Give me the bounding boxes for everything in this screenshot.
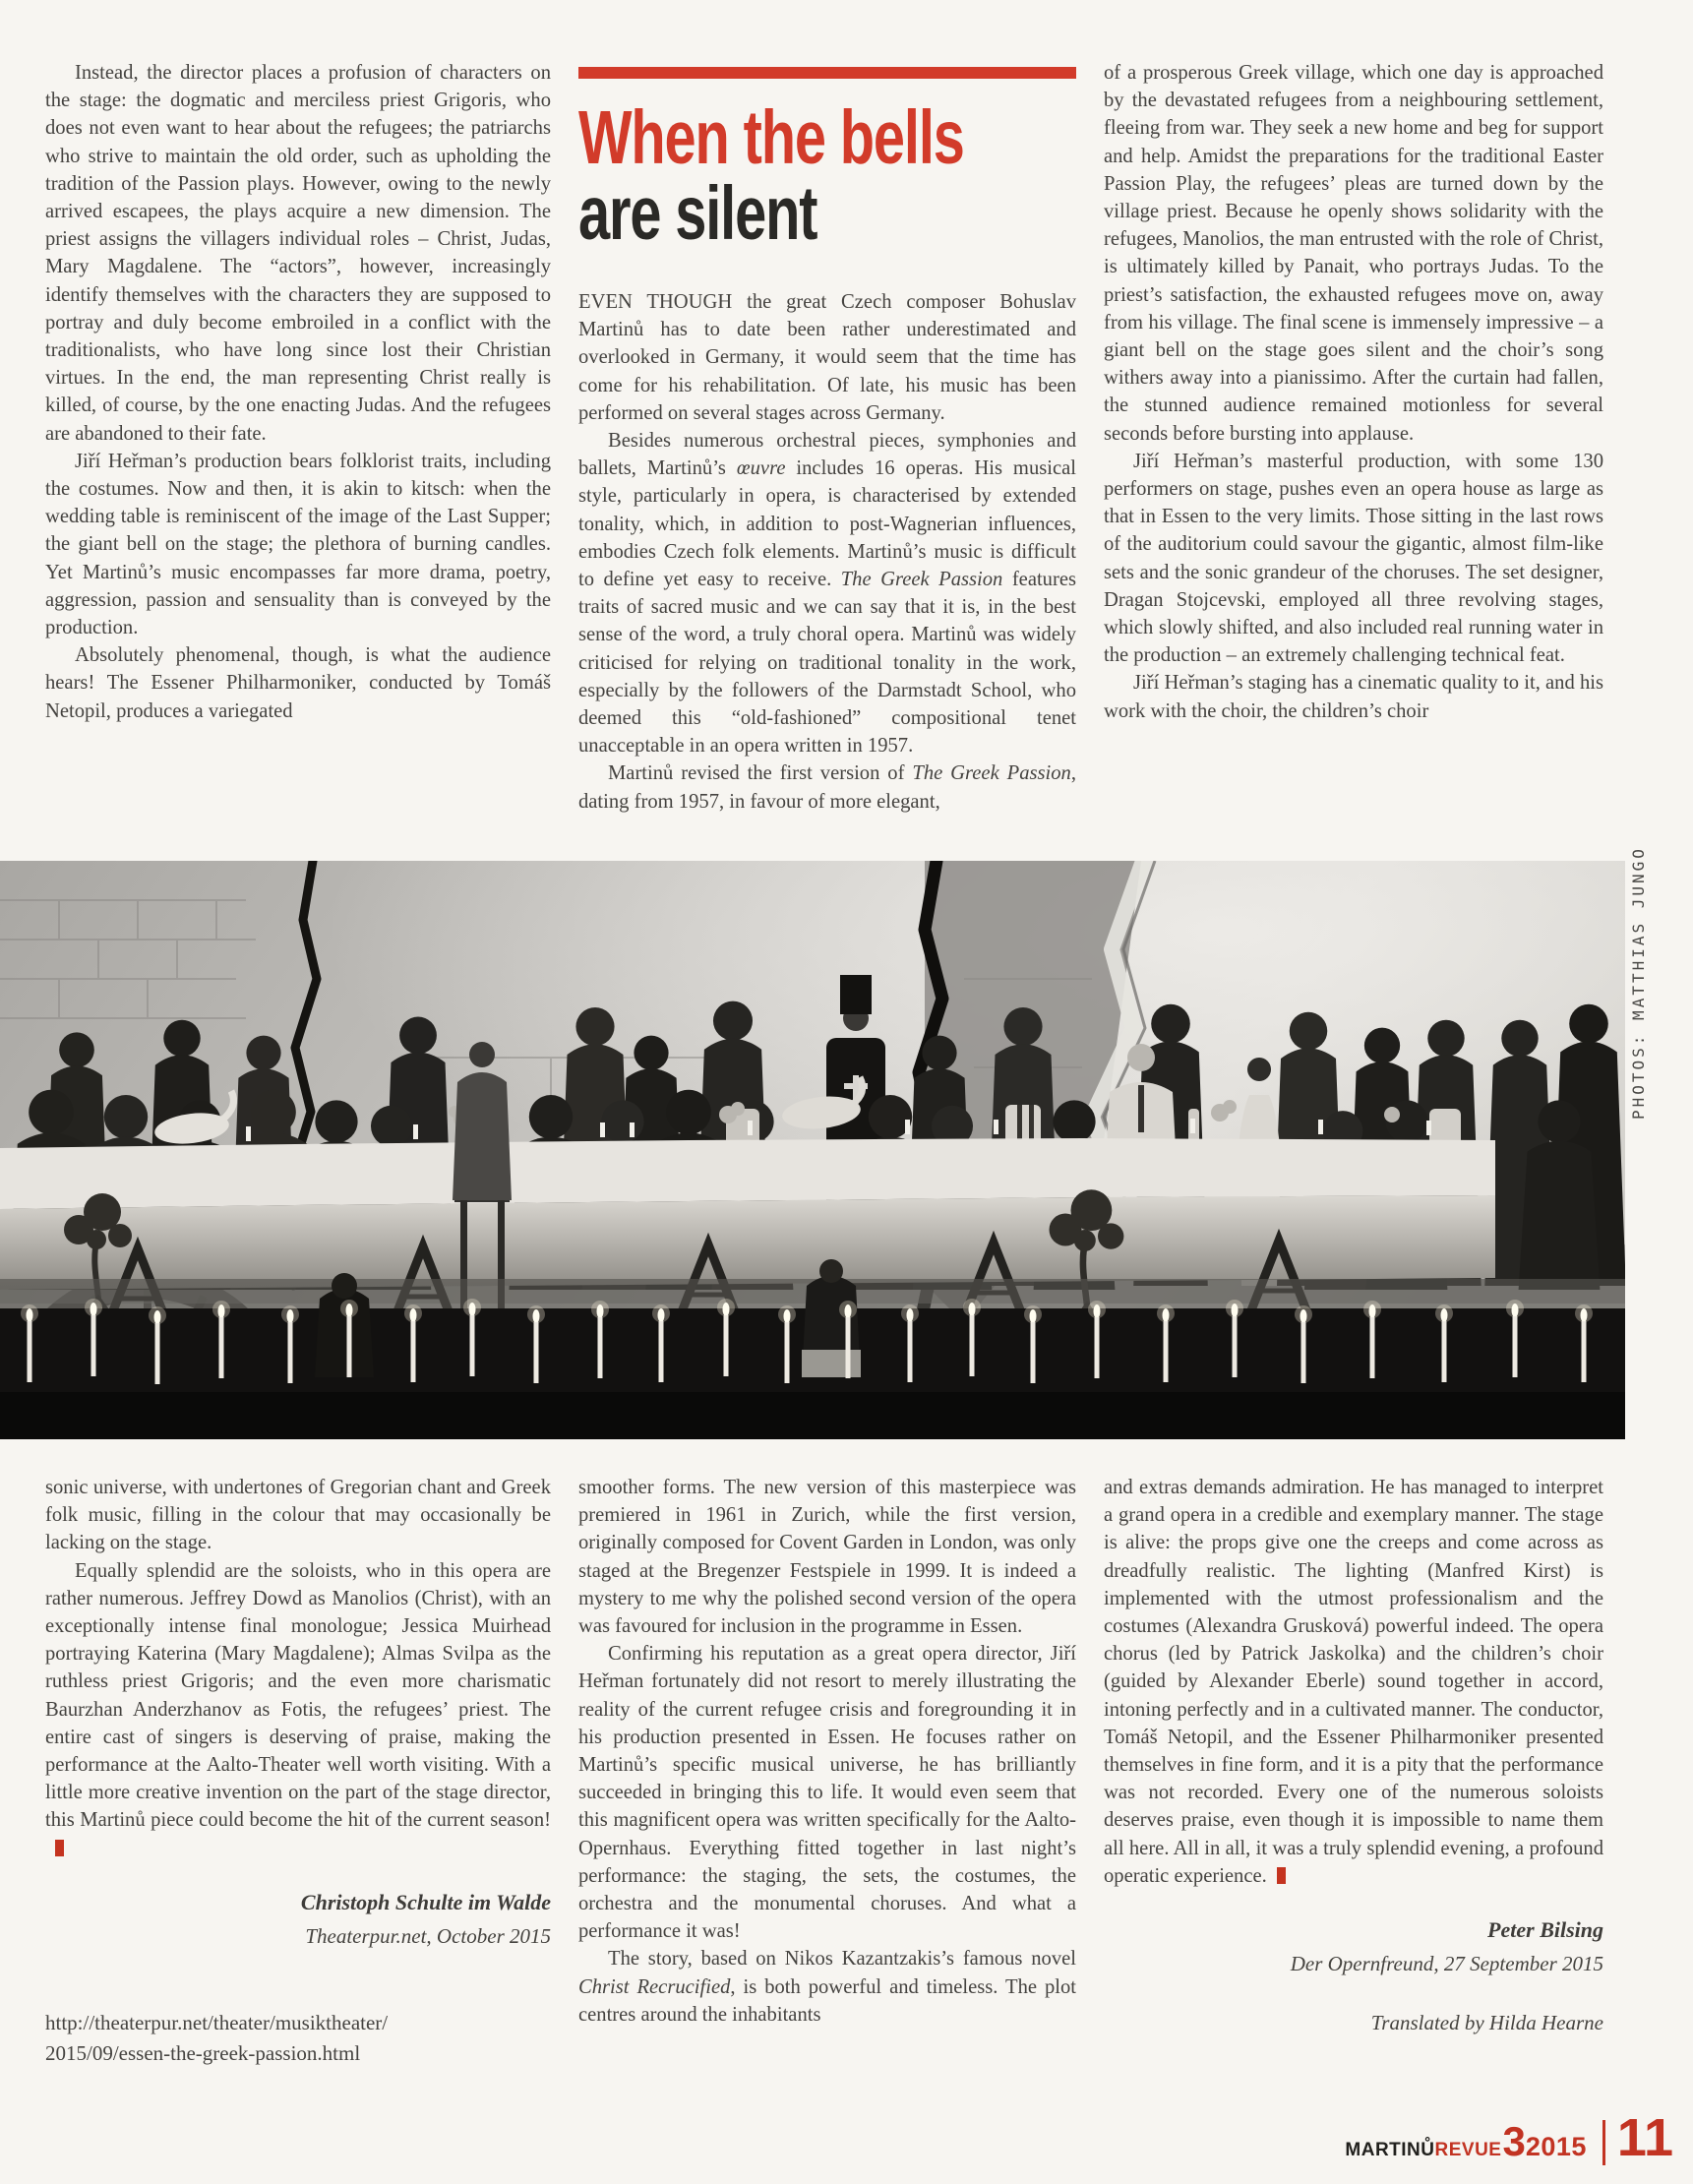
- credit-block-1: [45, 1888, 551, 1951]
- footer-brand-revue: revue: [1434, 2132, 1502, 2161]
- body-paragraph: Besides numerous orchestral pieces, symphonies and ballets, Martinů’s œuvre includes 16 operas. His musical style, particularly in opera, is characterised by extended tonality, which, in addition to post-Wagnerian influences, embodies Czech folk elements. Martinů’s music is difficult to define yet easy to receive. The Greek Passion features traits of sacred music and we can say that it is, in the best sense of the word, a truly choral opera. Martinů was widely criticised for relying on traditional tonality in the work, especially by the followers of the Darmstadt School, who deemed this “old-fashioned” compositional tenet unacceptable in an opera written in 1957.: [578, 430, 1076, 758]
- column-bottom-left: [45, 1474, 551, 2069]
- credit-block-2: [1104, 1915, 1603, 2037]
- production-photo: [0, 861, 1625, 1439]
- page-number: 11: [1616, 2108, 1673, 2167]
- production-photo-illustration: [0, 861, 1625, 1439]
- credit-author-1: Christoph Schulte im Walde: [300, 1889, 551, 1914]
- credit-translator: Translated by Hilda Hearne: [1370, 2011, 1603, 2035]
- end-of-article-marker: [55, 1840, 64, 1856]
- credit-author-2: Peter Bilsing: [1487, 1917, 1603, 1943]
- page-footer: [1345, 2108, 1673, 2167]
- body-paragraph: and extras demands admiration. He has managed to interpret a grand opera in a credible and exemplary manner. The stage is alive: the props give one the creeps and come across as dreadfully realistic. The lighting (Manfred Kirst) is implemented with the utmost professionalism and the costumes (Alexandra Grusková) powerful indeed. The opera chorus (led by Patrick Jaskolka) and the children’s choir (guided by Alexander Eberle) sound together in accord, intoning perfectly and in a cultivated manner. The conductor, Tomáš Netopil, and the Essener Philharmoniker presented themselves in fine form, and it is a pity that the performance was not recorded. Every one of the numerous soloists deserves praise, even though it is impossible to name them all here. All in all, it was a truly splendid evening, a profound operatic experience.: [1104, 1477, 1603, 1887]
- body-paragraph: smoother forms. The new version of this masterpiece was premiered in 1961 in Zurich, while the first version, originally composed for Covent Garden in London, was only staged at the Bregenzer Festspiele in 1999. It is indeed a mystery to me why the polished second version of the opera was favoured for inclusion in the programme in Essen.: [578, 1477, 1076, 1638]
- article-url-line-2: 2015/09/essen-the-greek-passion.html: [45, 2040, 361, 2065]
- headline-line-1: When the bells: [578, 95, 964, 180]
- footer-divider: [1602, 2120, 1605, 2165]
- bottom-columns: [45, 1474, 1603, 2069]
- footer-issue-year: 2015: [1525, 2132, 1587, 2161]
- column-bottom-right-body: [1104, 1474, 1603, 1890]
- article-url: [45, 2008, 551, 2069]
- body-paragraph: Jiří Heřman’s masterful production, with some 130 performers on stage, pushes even an opera house as large as that in Essen to the very limits. Those sitting in the last rows of the auditorium could savour the gigantic, almost film-like sets and the sonic grandeur of the choruses. The set designer, Dragan Stojcevski, employed all three revolving stages, which slowly shifted, and also included real running water in the production – an extremely challenging technical feat.: [1104, 450, 1603, 667]
- column-top-right: [1104, 59, 1603, 816]
- credit-source-1: Theaterpur.net, October 2015: [305, 1923, 551, 1948]
- photo-credit: PHOTOS: MATTHIAS JUNGO: [1629, 846, 1648, 1120]
- body-paragraph: Jiří Heřman’s staging has a cinematic quality to it, and his work with the choir, the children’s choir: [1104, 672, 1603, 722]
- top-columns: [45, 59, 1603, 816]
- body-paragraph: Absolutely phenomenal, though, is what the audience hears! The Essener Philharmoniker, conducted by Tomáš Netopil, produces a variegated: [45, 644, 551, 722]
- body-paragraph: EVEN THOUGH the great Czech composer Bohuslav Martinů has to date been rather underestimated and overlooked in Germany, it would seem that the time has come for his rehabilitation. Of late, his music has been performed on several stages across Germany.: [578, 291, 1076, 424]
- headline-line-2: are silent: [578, 171, 817, 256]
- column-top-middle-body: [578, 288, 1076, 816]
- footer-issue-number: 3: [1502, 2118, 1526, 2164]
- body-paragraph: Instead, the director places a profusion of characters on the stage: the dogmatic and merciless priest Grigoris, who does not even want to hear about the refugees; the patriarchs who strive to maintain the old order, such as upholding the tradition of the Passion plays. However, owing to the newly arrived escapees, the plays acquire a new dimension. The priest assigns the villagers individual roles – Christ, Judas, Mary Magdalene. The “actors”, however, increasingly identify themselves with the characters they are supposed to portray and duly become embroiled in a conflict with the traditionalists, who have long since lost their Christian virtues. In the end, the man representing Christ really is killed, of course, by the one enacting Judas. And the refugees are abandoned to their fate.: [45, 62, 551, 445]
- column-top-middle: [578, 59, 1076, 816]
- headline-rule: [578, 67, 1076, 79]
- column-bottom-middle: [578, 1474, 1076, 2069]
- body-paragraph: Martinů revised the first version of The Greek Passion, dating from 1957, in favour of more elegant,: [578, 762, 1076, 813]
- article-headline: [578, 95, 1076, 256]
- column-top-left: [45, 59, 551, 816]
- body-paragraph: sonic universe, with undertones of Gregorian chant and Greek folk music, filling in the colour that may occasionally be lacking on the stage.: [45, 1477, 551, 1554]
- body-paragraph: Jiří Heřman’s production bears folklorist traits, including the costumes. Now and then, it is akin to kitsch: when the wedding table is reminiscent of the image of the Last Supper; the giant bell on the stage; the plethora of burning candles. Yet Martinů’s music encompasses far more drama, poetry, aggression, passion and sensuality than is conveyed by the production.: [45, 450, 551, 639]
- body-paragraph: Confirming his reputation as a great opera director, Jiří Heřman fortunately did not resort to merely illustrating the reality of the current refugee crisis and foregrounding it in his production presented in Essen. He focuses rather on Martinů’s specific musical universe, he has brilliantly succeeded in bringing this to life. It would even seem that this magnificent opera was written specifically for the Aalto-Opernhaus. Everything fitted together in last night’s performance: the staging, the sets, the costumes, the orchestra and the monumental choruses. And what a performance it was!: [578, 1643, 1076, 1943]
- body-paragraph: of a prosperous Greek village, which one day is approached by the devastated refugees from a neighbouring settlement, fleeing from war. They seek a new home and beg for support and help. Amidst the preparations for the traditional Easter Passion Play, the refugees’ pleas are turned down by the village priest. Because he openly shows solidarity with the refugees, Manolios, the man entrusted with the role of Christ, is ultimately killed by Panait, who portrays Judas. To the priest’s satisfaction, the exhausted refugees move on, away from his village. The final scene is immensely impressive – a giant bell on the stage goes silent and the choir’s song withers away into a pianissimo. After the curtain had fallen, the stunned audience remained motionless for several seconds before bursting into applause.: [1104, 62, 1603, 445]
- body-paragraph: Equally splendid are the soloists, who in this opera are rather numerous. Jeffrey Dowd as Manolios (Christ), with an exceptionally intense final monologue; Jessica Muirhead portraying Katerina (Mary Magdalene); Almas Svilpa as the ruthless priest Grigoris; and the even more charismatic Baurzhan Anderzhanov as Fotis, the refugees’ priest. The entire cast of singers is deserving of praise, making the performance at the Aalto-Theater well worth visiting. With a little more creative invention on the part of the stage director, this Martinů piece could become the hit of the current season!: [45, 1557, 551, 1862]
- end-of-article-marker: [1277, 1867, 1286, 1884]
- column-bottom-left-body: [45, 1474, 551, 1862]
- article-url-line-1: http://theaterpur.net/theater/musiktheater/: [45, 2010, 389, 2034]
- footer-brand-martinu: martinů: [1345, 2132, 1435, 2161]
- body-paragraph: The story, based on Nikos Kazantzakis’s famous novel Christ Recrucified, is both powerful and timeless. The plot centres around the inhabitants: [578, 1948, 1076, 2026]
- column-bottom-right: [1104, 1474, 1603, 2069]
- credit-source-2: Der Opernfreund, 27 September 2015: [1290, 1952, 1603, 1976]
